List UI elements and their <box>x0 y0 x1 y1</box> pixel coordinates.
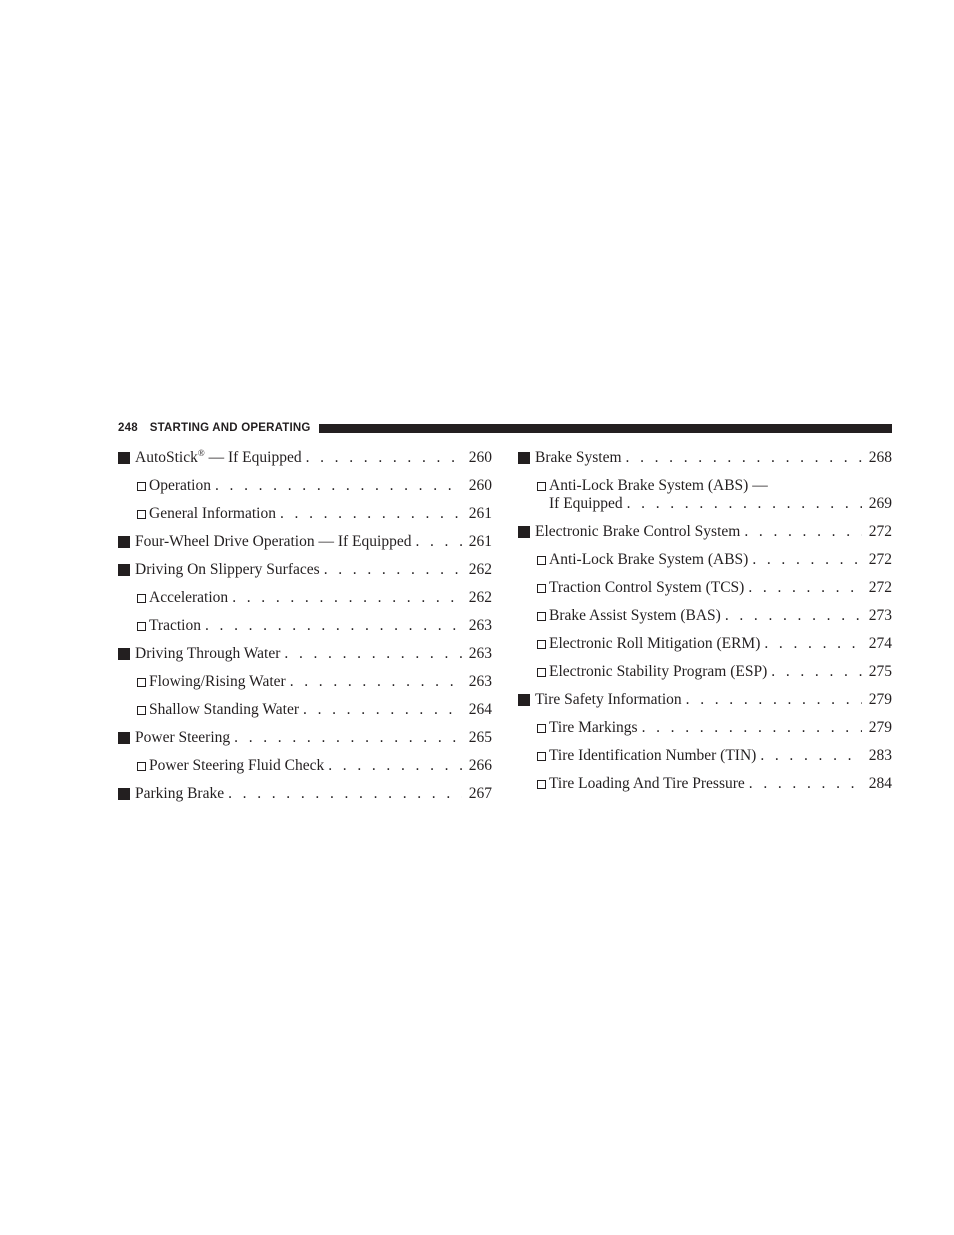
toc-entry-label: AutoStick® — If Equipped <box>135 447 302 466</box>
filled-square-bullet-icon <box>118 536 130 548</box>
toc-entry-page: 263 <box>468 617 492 634</box>
leader-dots <box>686 689 862 711</box>
toc-entry[interactable] <box>118 475 492 503</box>
toc-entry[interactable] <box>118 503 492 531</box>
hollow-square-bullet-icon <box>137 482 146 491</box>
toc-entry[interactable] <box>518 773 892 801</box>
leader-dots <box>626 447 862 469</box>
leader-dots <box>284 643 462 665</box>
toc-entry-page: 261 <box>468 533 492 550</box>
toc-entry[interactable] <box>518 717 892 745</box>
toc-entry[interactable] <box>118 727 492 755</box>
toc-entry-label: Power Steering <box>135 729 231 746</box>
hollow-square-bullet-icon <box>537 780 546 789</box>
toc-entry[interactable] <box>518 521 892 549</box>
hollow-square-bullet-icon <box>537 668 546 677</box>
toc-entry-label: Tire Loading And Tire Pressure <box>549 775 745 792</box>
leader-dots <box>234 727 462 749</box>
toc-entry[interactable] <box>118 587 492 615</box>
leader-dots <box>215 475 462 497</box>
toc-entry[interactable] <box>518 661 892 689</box>
filled-square-bullet-icon <box>518 452 530 464</box>
toc-entry-label: Traction <box>149 617 201 634</box>
toc-entry-page: 275 <box>868 663 892 680</box>
toc-entry[interactable] <box>118 559 492 587</box>
hollow-square-bullet-icon <box>537 640 546 649</box>
toc-entry[interactable] <box>118 671 492 699</box>
toc-entry-page: 269 <box>868 495 892 512</box>
toc-entry-page: 264 <box>468 701 492 718</box>
toc-entry-page: 263 <box>468 673 492 690</box>
toc-entry-page: 263 <box>468 645 492 662</box>
filled-square-bullet-icon <box>118 732 130 744</box>
page-number: 248 <box>118 421 138 434</box>
leader-dots <box>725 605 862 627</box>
leader-dots <box>290 671 462 693</box>
toc-entry-label: Shallow Standing Water <box>149 701 300 718</box>
leader-dots <box>228 783 462 805</box>
leader-dots <box>760 745 862 767</box>
toc-entry[interactable] <box>118 643 492 671</box>
toc-entry-page: 273 <box>868 607 892 624</box>
toc-entry[interactable] <box>518 605 892 633</box>
toc-entry-label: Driving On Slippery Surfaces <box>135 561 320 578</box>
toc-entry-label: Driving Through Water <box>135 645 281 662</box>
hollow-square-bullet-icon <box>537 482 546 491</box>
filled-square-bullet-icon <box>118 648 130 660</box>
toc-entry-page: 279 <box>868 719 892 736</box>
hollow-square-bullet-icon <box>537 724 546 733</box>
toc-entry[interactable] <box>118 755 492 783</box>
hollow-square-bullet-icon <box>537 556 546 565</box>
toc-entry-page: 265 <box>468 729 492 746</box>
toc-entry[interactable] <box>518 549 892 577</box>
toc-entry-label: Operation <box>149 477 211 494</box>
toc-entry-page: 272 <box>868 523 892 540</box>
toc-entry-page: 267 <box>468 785 492 802</box>
leader-dots <box>748 577 862 599</box>
toc-entry[interactable] <box>518 633 892 661</box>
toc-entry-page: 260 <box>468 477 492 494</box>
leader-dots <box>744 521 862 543</box>
toc-entry-page: 261 <box>468 505 492 522</box>
toc-entry-label: Four-Wheel Drive Operation — If Equipped <box>135 533 412 550</box>
leader-dots <box>303 699 462 721</box>
toc-entry-page: 268 <box>868 449 892 466</box>
toc-entry-page: 283 <box>868 747 892 764</box>
toc-entry-label: Electronic Brake Control System <box>535 523 741 540</box>
toc-entry-label: Flowing/Rising Water <box>149 673 286 690</box>
toc-entry[interactable] <box>118 531 492 559</box>
leader-dots <box>280 503 462 525</box>
toc-entry-page: 274 <box>868 635 892 652</box>
toc-entry-label: Electronic Roll Mitigation (ERM) <box>549 635 761 652</box>
toc-entry-label: Traction Control System (TCS) <box>549 579 745 596</box>
toc-entry-label-continued: If Equipped <box>549 495 623 512</box>
toc-entry-page: 260 <box>468 449 492 466</box>
toc-entry-page: 272 <box>868 579 892 596</box>
hollow-square-bullet-icon <box>137 706 146 715</box>
leader-dots <box>627 493 862 515</box>
hollow-square-bullet-icon <box>137 510 146 519</box>
toc-entry-label: Brake Assist System (BAS) <box>549 607 721 624</box>
toc-entry-page: 266 <box>468 757 492 774</box>
leader-dots <box>324 559 462 581</box>
toc-entry-label: Tire Identification Number (TIN) <box>549 747 757 764</box>
filled-square-bullet-icon <box>118 564 130 576</box>
toc-entry[interactable] <box>118 615 492 643</box>
toc-entry-label: Power Steering Fluid Check <box>149 757 325 774</box>
leader-dots <box>764 633 862 655</box>
filled-square-bullet-icon <box>518 526 530 538</box>
page-header <box>118 419 892 436</box>
toc-left-column <box>118 447 492 811</box>
toc-entry[interactable] <box>518 577 892 605</box>
toc-right-column <box>518 447 892 801</box>
header-rule <box>319 424 892 433</box>
section-title: STARTING AND OPERATING <box>149 421 311 434</box>
hollow-square-bullet-icon <box>137 678 146 687</box>
leader-dots <box>306 447 462 469</box>
toc-entry-page: 262 <box>468 589 492 606</box>
toc-entry[interactable] <box>518 447 892 475</box>
hollow-square-bullet-icon <box>537 584 546 593</box>
toc-entry[interactable] <box>118 447 492 475</box>
toc-entry-label: Anti-Lock Brake System (ABS) <box>549 551 749 568</box>
toc-entry-label: Tire Markings <box>549 719 638 736</box>
filled-square-bullet-icon <box>118 788 130 800</box>
toc-entry-label: Anti-Lock Brake System (ABS) — <box>549 477 768 494</box>
filled-square-bullet-icon <box>118 452 130 464</box>
leader-dots <box>752 549 862 571</box>
hollow-square-bullet-icon <box>537 752 546 761</box>
filled-square-bullet-icon <box>518 694 530 706</box>
toc-entry-label: Tire Safety Information <box>535 691 682 708</box>
leader-dots <box>642 717 862 739</box>
toc-entry-label: Parking Brake <box>135 785 225 802</box>
toc-entry[interactable] <box>118 699 492 727</box>
toc-entry-page: 272 <box>868 551 892 568</box>
toc-entry-page: 284 <box>868 775 892 792</box>
toc-entry-label: Electronic Stability Program (ESP) <box>549 663 768 680</box>
leader-dots <box>415 531 462 553</box>
toc-entry[interactable] <box>118 783 492 811</box>
leader-dots <box>328 755 462 777</box>
toc-entry-label: Acceleration <box>149 589 229 606</box>
hollow-square-bullet-icon <box>137 594 146 603</box>
leader-dots <box>749 773 862 795</box>
hollow-square-bullet-icon <box>137 762 146 771</box>
leader-dots <box>232 587 462 609</box>
toc-entry-label: Brake System <box>535 449 622 466</box>
toc-entry[interactable] <box>518 475 892 521</box>
hollow-square-bullet-icon <box>537 612 546 621</box>
toc-entry-page: 279 <box>868 691 892 708</box>
toc-entry-label: General Information <box>149 505 276 522</box>
leader-dots <box>205 615 462 637</box>
leader-dots <box>771 661 862 683</box>
toc-entry-page: 262 <box>468 561 492 578</box>
hollow-square-bullet-icon <box>137 622 146 631</box>
toc-entry[interactable] <box>518 745 892 773</box>
toc-entry[interactable] <box>518 689 892 717</box>
